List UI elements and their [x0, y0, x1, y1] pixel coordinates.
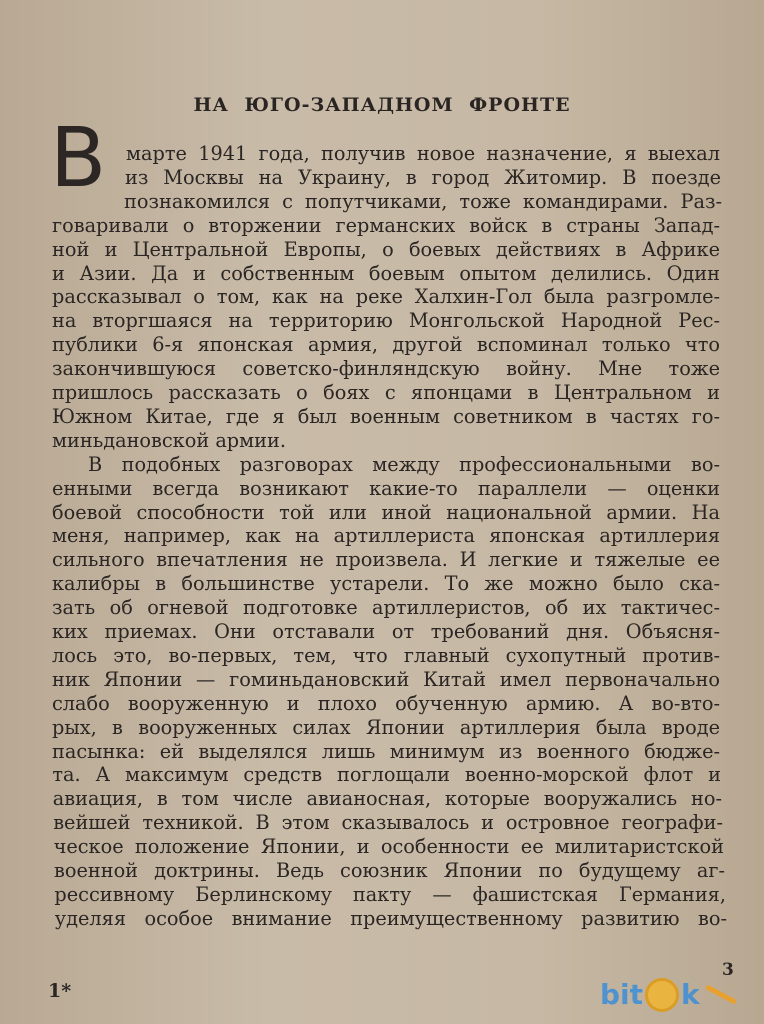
text-line: пришлось рассказать о боях с японцами в Центральном и: [52, 381, 720, 404]
text-line: закончившуюся советско-финляндскую войну. Мне тоже: [52, 357, 720, 381]
text-line: уделяя особое внимание преимущественному развитию во-: [54, 906, 727, 930]
text-line: калибры в большинстве устарели. То же можно было ска-: [52, 572, 720, 596]
text-line: авиация, в том числе авианосная, которые вооружались но-: [52, 787, 722, 811]
signature-mark: 1*: [48, 980, 72, 1002]
watermark-text-pre: bit: [600, 977, 644, 1011]
coin-icon: [645, 978, 679, 1012]
text-line: вейшей техникой. В этом сказывалось и островное географи-: [53, 811, 723, 835]
text-line: енными всегда возникают какие-то параллели — оценки: [52, 476, 720, 500]
text-line: марте 1941 года, получив новое назначение, я выехал: [126, 142, 720, 165]
text-line: ник Японии — гоминьдановский Китай имел первоначально: [52, 667, 720, 691]
text-line: публики 6-я японская армия, другой вспоминал только что: [52, 333, 720, 357]
text-line: познакомился с попутчиками, тоже командирами. Раз-: [124, 189, 722, 213]
text-line: та. А максимум средств поглощали военно-морской флот и: [52, 763, 721, 787]
text-line: В подобных разговорах между профессиональными во-: [88, 452, 720, 476]
text-line: рых, в вооруженных силах Японии артиллерия была вроде: [52, 715, 720, 739]
drop-cap: В: [50, 111, 107, 206]
text-line: говаривали о вторжении германских войск в страны Запад-: [52, 213, 720, 237]
page-number: 3: [722, 960, 734, 980]
text-line: миньдановской армии.: [52, 428, 286, 452]
text-line: из Москвы на Украину, в город Житомир. В поезде: [125, 165, 721, 189]
text-line: меня, например, как на артиллериста японская артиллерия: [52, 524, 720, 548]
text-line: слабо вооруженную и плохо обученную армию. А во-вто-: [52, 691, 720, 715]
text-line: Южном Китае, где я был военным советником в частях го-: [52, 404, 720, 428]
watermark-logo: [600, 974, 738, 1014]
text-line: военной доктрины. Ведь союзник Японии по будущему аг-: [54, 859, 725, 882]
text-line: ких приемах. Они отставали от требований дня. Объясня-: [52, 620, 720, 643]
watermark-text-post: k: [681, 977, 700, 1011]
text-line: пасынка: ей выделялся лишь минимум из военного бюдже-: [52, 739, 720, 763]
text-line: боевой способности той или иной национальной армии. На: [52, 500, 720, 524]
text-line: и Азии. Да и собственным боевым опытом делились. Один: [52, 261, 720, 285]
chapter-title: НА ЮГО-ЗАПАДНОМ ФРОНТЕ: [193, 94, 571, 116]
text-line: ной и Центральной Европы, о боевых действиях в Африке: [52, 237, 720, 261]
text-line: рассказывал о том, как на реке Халхин-Гол была разгромле-: [52, 285, 720, 309]
text-line: сильного впечатления не произвела. И легкие и тяжелые ее: [52, 548, 720, 572]
text-line: лось это, во-первых, тем, что главный сухопутный против-: [52, 643, 720, 667]
text-line: на вторгшаяся на территорию Монгольской Народной Рес-: [52, 309, 720, 333]
text-line: ческое положение Японии, и особенности ее милитаристской: [53, 835, 724, 859]
text-line: зать об огневой подготовке артиллеристов, об их тактичес-: [52, 596, 720, 620]
hammer-icon: [704, 984, 736, 1004]
text-line: рессивному Берлинскому пакту — фашистская Германия,: [54, 882, 726, 906]
